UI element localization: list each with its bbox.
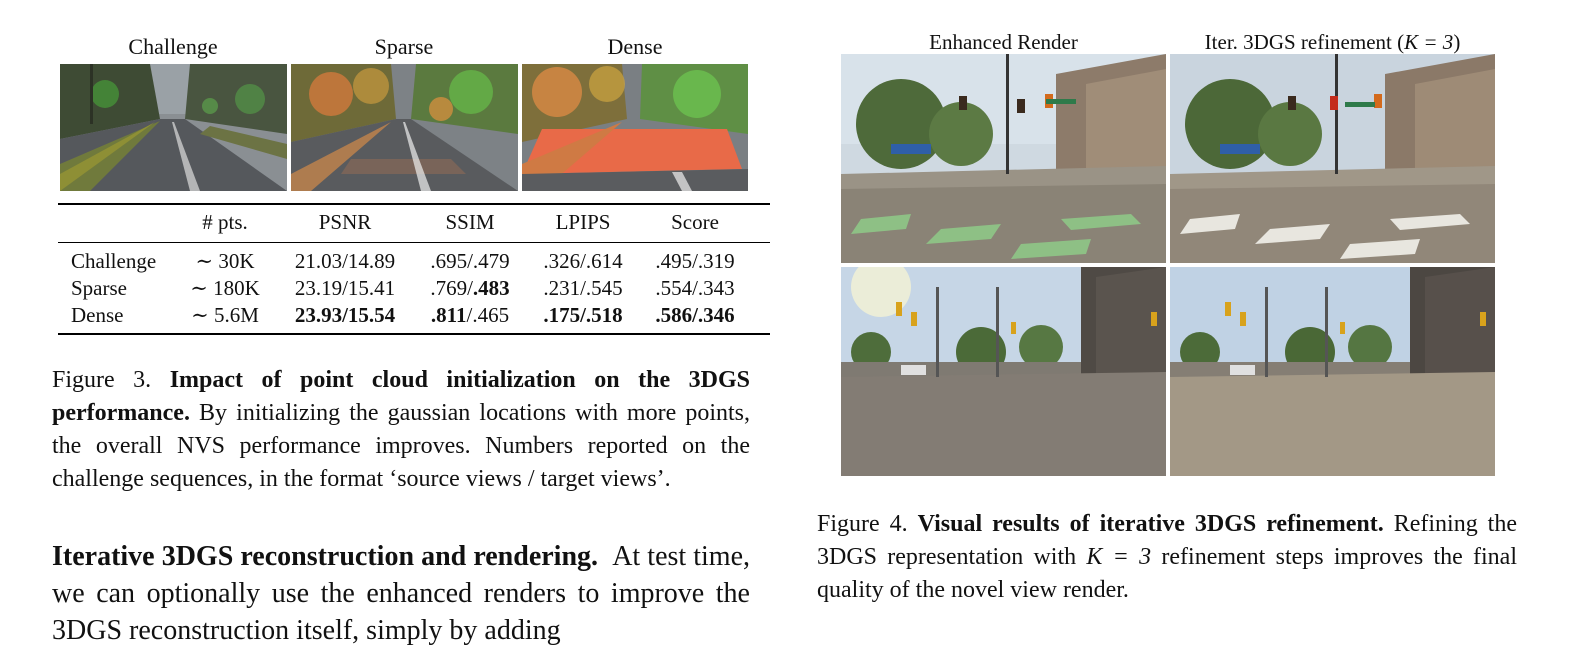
row-score: .495/.319 xyxy=(655,249,735,273)
row-lpips: .231/.545 xyxy=(543,276,623,300)
header-psnr: PSNR xyxy=(318,210,372,234)
challenge-point-cloud-image xyxy=(60,64,287,191)
row-name: Sparse xyxy=(71,276,127,300)
sparse-point-cloud-image xyxy=(291,64,518,191)
header-score: Score xyxy=(671,210,719,234)
figure-3-caption: Figure 3. Impact of point cloud initialization on the 3DGS performance. By initializing the gaussian locations with more points, the overall NVS performance improves. Numbers reported on the challenge sequences, in the format ‘source views / target views’. xyxy=(52,367,750,492)
row-ssim: .769/.483 xyxy=(430,276,510,300)
refined-render-street-image xyxy=(1170,267,1495,476)
row-score: .586/.346 xyxy=(655,303,735,327)
row-psnr: 23.19/15.41 xyxy=(294,276,396,300)
row-name: Challenge xyxy=(71,249,157,273)
body-paragraph: Iterative 3DGS reconstruction and rendering. At test time, we can optionally use the enhanced renders to improve the 3DGS reconstruction itself, simply by adding xyxy=(52,541,751,646)
row-score: .554/.343 xyxy=(655,276,735,300)
table-bottom-rule xyxy=(58,333,770,335)
row-lpips: .175/.518 xyxy=(543,303,623,327)
row-pts: ∼ 180K xyxy=(190,276,260,300)
column-label-enhanced-render: Enhanced Render xyxy=(929,30,1078,54)
enhanced-render-intersection-image xyxy=(841,54,1166,263)
refined-render-intersection-image xyxy=(1170,54,1495,263)
enhanced-render-street-image xyxy=(841,267,1166,476)
figure-4-caption: Figure 4. Visual results of iterative 3DGS refinement. Refining the 3DGS representation with K = 3 refinement steps improves the final quality of the novel view render. xyxy=(817,511,1518,603)
row-ssim: .695/.479 xyxy=(430,249,510,273)
table-mid-rule xyxy=(58,242,770,243)
dense-point-cloud-image xyxy=(522,64,748,191)
header-ssim: SSIM xyxy=(445,210,495,234)
row-pts: ∼ 5.6M xyxy=(191,303,259,327)
paragraph-heading: Iterative 3DGS reconstruction and rendering. xyxy=(52,541,599,572)
row-pts: ∼ 30K xyxy=(195,249,255,273)
image-label-dense: Dense xyxy=(607,34,663,59)
row-lpips: .326/.614 xyxy=(543,249,623,273)
row-psnr: 21.03/14.89 xyxy=(294,249,396,273)
column-label-iterative-refinement: Iter. 3DGS refinement (K = 3) xyxy=(1204,30,1461,54)
row-name: Dense xyxy=(71,303,124,327)
row-ssim: .811/.465 xyxy=(430,303,510,327)
header-pts: # pts. xyxy=(202,210,248,234)
image-label-challenge: Challenge xyxy=(128,34,218,59)
table-top-rule xyxy=(58,203,770,205)
image-label-sparse: Sparse xyxy=(374,34,434,59)
header-lpips: LPIPS xyxy=(555,210,611,234)
row-psnr: 23.93/15.54 xyxy=(294,303,396,327)
